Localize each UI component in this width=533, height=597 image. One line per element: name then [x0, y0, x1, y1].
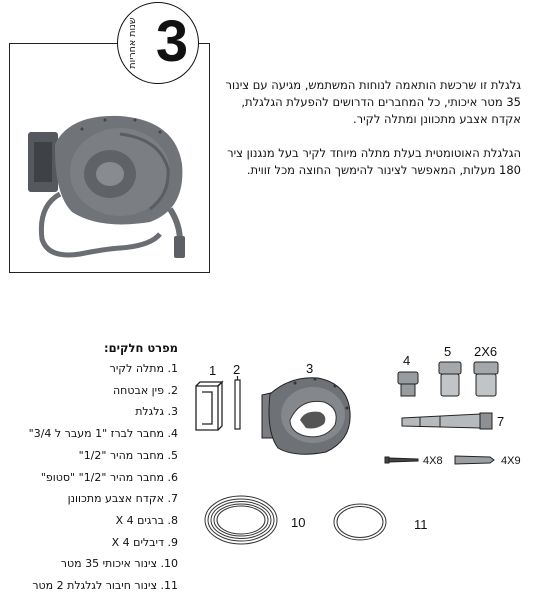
- list-item: 1. מתלה לקיר: [109, 362, 178, 375]
- part-label-7: 7: [497, 414, 505, 429]
- parts-list: [0, 340, 178, 597]
- wall-bracket-drawing: [196, 382, 222, 430]
- part-label-2: 2: [233, 362, 241, 377]
- part-label-9: 4X9: [501, 455, 521, 467]
- list-item: 3. גלגלת: [135, 405, 178, 419]
- list-item: 6. מחבר מהיר "1/2" "סטופ": [40, 470, 178, 484]
- part-label-8: 4X8: [423, 455, 443, 467]
- warranty-label: שנות אחריות: [127, 17, 138, 69]
- hose-coil-35m-drawing: [205, 496, 277, 544]
- part-label-11: 11: [414, 517, 428, 532]
- description-paragraph-2: הגלגלת האוטומטית בעלת מתלה מיוחד לקיר בעל מנגנון ציר 180 מעלות, המאפשר לצינור להימשך החוצה מכל זווית.: [227, 146, 521, 177]
- list-item: 8. ברגים X 4: [115, 513, 178, 527]
- list-item: 10. צינור איכותי 35 מטר: [60, 557, 178, 571]
- list-item: 4. מחבר לברז "1 מעבר ל 3/4": [28, 427, 178, 441]
- screw-drawing: [385, 457, 418, 463]
- spray-gun-drawing: [402, 413, 492, 429]
- stop-connector-drawing: [474, 362, 498, 396]
- list-item: 5. מחבר מהיר "1/2": [78, 448, 178, 462]
- part-label-1: 1: [209, 363, 217, 378]
- parts-list-title: מפרט חלקים:: [104, 341, 178, 355]
- warranty-badge: [117, 2, 199, 84]
- connection-hose-2m-drawing: [334, 504, 386, 540]
- list-item: 11. צינור חיבור לגלגלת 2 מטר: [32, 579, 178, 593]
- list-item: 9. דיבלים X 4: [111, 535, 178, 549]
- part-label-5: 5: [444, 344, 452, 359]
- tap-connector-drawing: [398, 372, 418, 396]
- part-label-6: 2X6: [474, 344, 498, 359]
- safety-pin-drawing: [235, 376, 240, 429]
- description-paragraph-1: גלגלת זו שרכשת הותאמה לנוחות המשתמש, מגיעה עם צינור 35 מטר איכותי, כל המחברים הדרושים להפעלת הגלגלת, אקדח אצבע מתכוונן ומתלה לקיר.: [225, 78, 521, 126]
- reel-drawing: [262, 378, 350, 455]
- list-item: 7. אקדח אצבע מתכוונן: [67, 492, 178, 506]
- part-label-4: 4: [403, 353, 411, 368]
- dowel-drawing: [455, 456, 494, 464]
- quick-connector-drawing: [439, 362, 461, 396]
- part-label-3: 3: [306, 361, 314, 376]
- part-label-10: 10: [291, 515, 306, 530]
- warranty-years-number: 3: [155, 9, 189, 74]
- list-item: 2. פין אבטחה: [112, 383, 178, 397]
